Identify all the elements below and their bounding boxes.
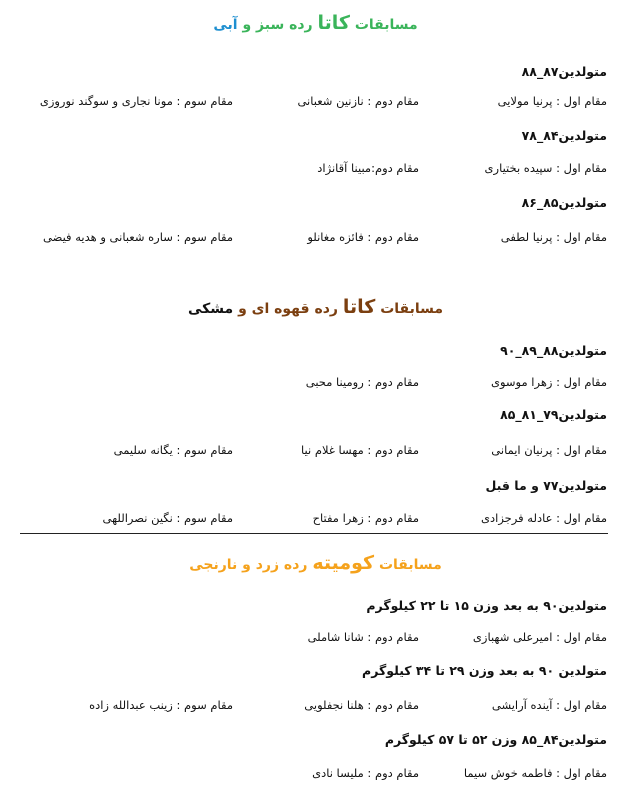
second-place: مقام دوم : مهسا غلام نیا bbox=[301, 443, 419, 457]
section-title-kata-green-blue bbox=[0, 12, 631, 34]
age-group-heading: متولدین۷۷ و ما قبل bbox=[485, 478, 607, 493]
second-place: مقام دوم : زهرا مفتاح bbox=[312, 511, 419, 525]
second-place: مقام دوم : نازنین شعبانی bbox=[297, 94, 419, 108]
weight-group-heading: متولدین ۹۰ به بعد وزن ۲۹ تا ۳۴ کیلوگرم bbox=[362, 663, 607, 678]
first-place: مقام اول : عادله فرجزادی bbox=[481, 511, 607, 525]
title-belt-last: مشکی bbox=[187, 301, 234, 317]
result-row bbox=[0, 630, 631, 648]
second-place: مقام دوم : فائزه مغانلو bbox=[307, 230, 419, 244]
title-belt-last: نارنجی bbox=[189, 557, 238, 573]
second-place: مقام دوم : شانا شاملی bbox=[307, 630, 419, 644]
first-place: مقام اول : امیرعلی شهبازی bbox=[472, 630, 607, 644]
result-row bbox=[0, 230, 631, 248]
weight-group-heading: متولدین۹۰ به بعد وزن ۱۵ تا ۲۲ کیلوگرم bbox=[366, 598, 607, 613]
title-style-name: کاتا bbox=[317, 12, 350, 34]
title-prefix: مسابقات bbox=[380, 301, 444, 317]
first-place: مقام اول : پرنیا مولایی bbox=[497, 94, 607, 108]
result-row bbox=[0, 766, 631, 784]
first-place: مقام اول : پرنیا لطفی bbox=[500, 230, 607, 244]
third-place: مقام سوم : زینب عبدالله زاده bbox=[89, 698, 233, 712]
third-place: مقام سوم : یگانه سلیمی bbox=[113, 443, 233, 457]
result-row bbox=[0, 161, 631, 179]
first-place: مقام اول : زهرا موسوی bbox=[490, 375, 607, 389]
age-group-heading: متولدین۸۷_۸۸ bbox=[521, 64, 607, 79]
first-place: مقام اول : پرنیان ایمانی bbox=[491, 443, 607, 457]
third-place: مقام سوم : ساره شعبانی و هدیه فیضی bbox=[43, 230, 233, 244]
section-divider bbox=[20, 533, 608, 534]
second-place: مقام دوم : هلنا نجفلویی bbox=[304, 698, 419, 712]
title-style-name: کاتا bbox=[342, 296, 376, 318]
title-belt-last: آبی bbox=[213, 17, 238, 33]
section-title-kata-brown-black bbox=[0, 296, 631, 318]
result-row bbox=[0, 511, 631, 529]
title-prefix: مسابقات bbox=[354, 17, 418, 33]
third-place: مقام سوم : نگین نصراللهی bbox=[102, 511, 233, 525]
second-place: مقام دوم : ملیسا نادی bbox=[312, 766, 419, 780]
second-place: مقام دوم:مبینا آقانژاد bbox=[317, 161, 419, 175]
first-place: مقام اول : سپیده بختیاری bbox=[484, 161, 607, 175]
age-group-heading: متولدین۸۴_۷۸ bbox=[521, 128, 607, 143]
title-belt-text: رده زرد و bbox=[242, 557, 308, 573]
result-row bbox=[0, 698, 631, 716]
age-group-heading: متولدین۸۸_۸۹_۹۰ bbox=[500, 343, 607, 358]
second-place: مقام دوم : رومینا محبی bbox=[305, 375, 419, 389]
result-row bbox=[0, 94, 631, 112]
title-prefix: مسابقات bbox=[378, 557, 442, 573]
third-place: مقام سوم : مونا نجاری و سوگند نوروزی bbox=[39, 94, 233, 108]
title-belt-text: رده سبز و bbox=[242, 17, 313, 33]
weight-group-heading: متولدین۸۴_۸۵ وزن ۵۲ تا ۵۷ کیلوگرم bbox=[384, 732, 607, 747]
title-belt-text: رده قهوه ای و bbox=[238, 301, 338, 317]
result-row bbox=[0, 443, 631, 461]
age-group-heading: متولدین۷۹_۸۱_۸۵ bbox=[500, 407, 607, 422]
title-style-name: کومیته bbox=[312, 552, 375, 574]
result-row bbox=[0, 375, 631, 393]
first-place: مقام اول : فاطمه خوش سیما bbox=[463, 766, 607, 780]
section-title-kumite-yellow-orange bbox=[0, 552, 631, 574]
age-group-heading: متولدین۸۵_۸۶ bbox=[521, 195, 607, 210]
first-place: مقام اول : آینده آرایشی bbox=[491, 698, 607, 712]
